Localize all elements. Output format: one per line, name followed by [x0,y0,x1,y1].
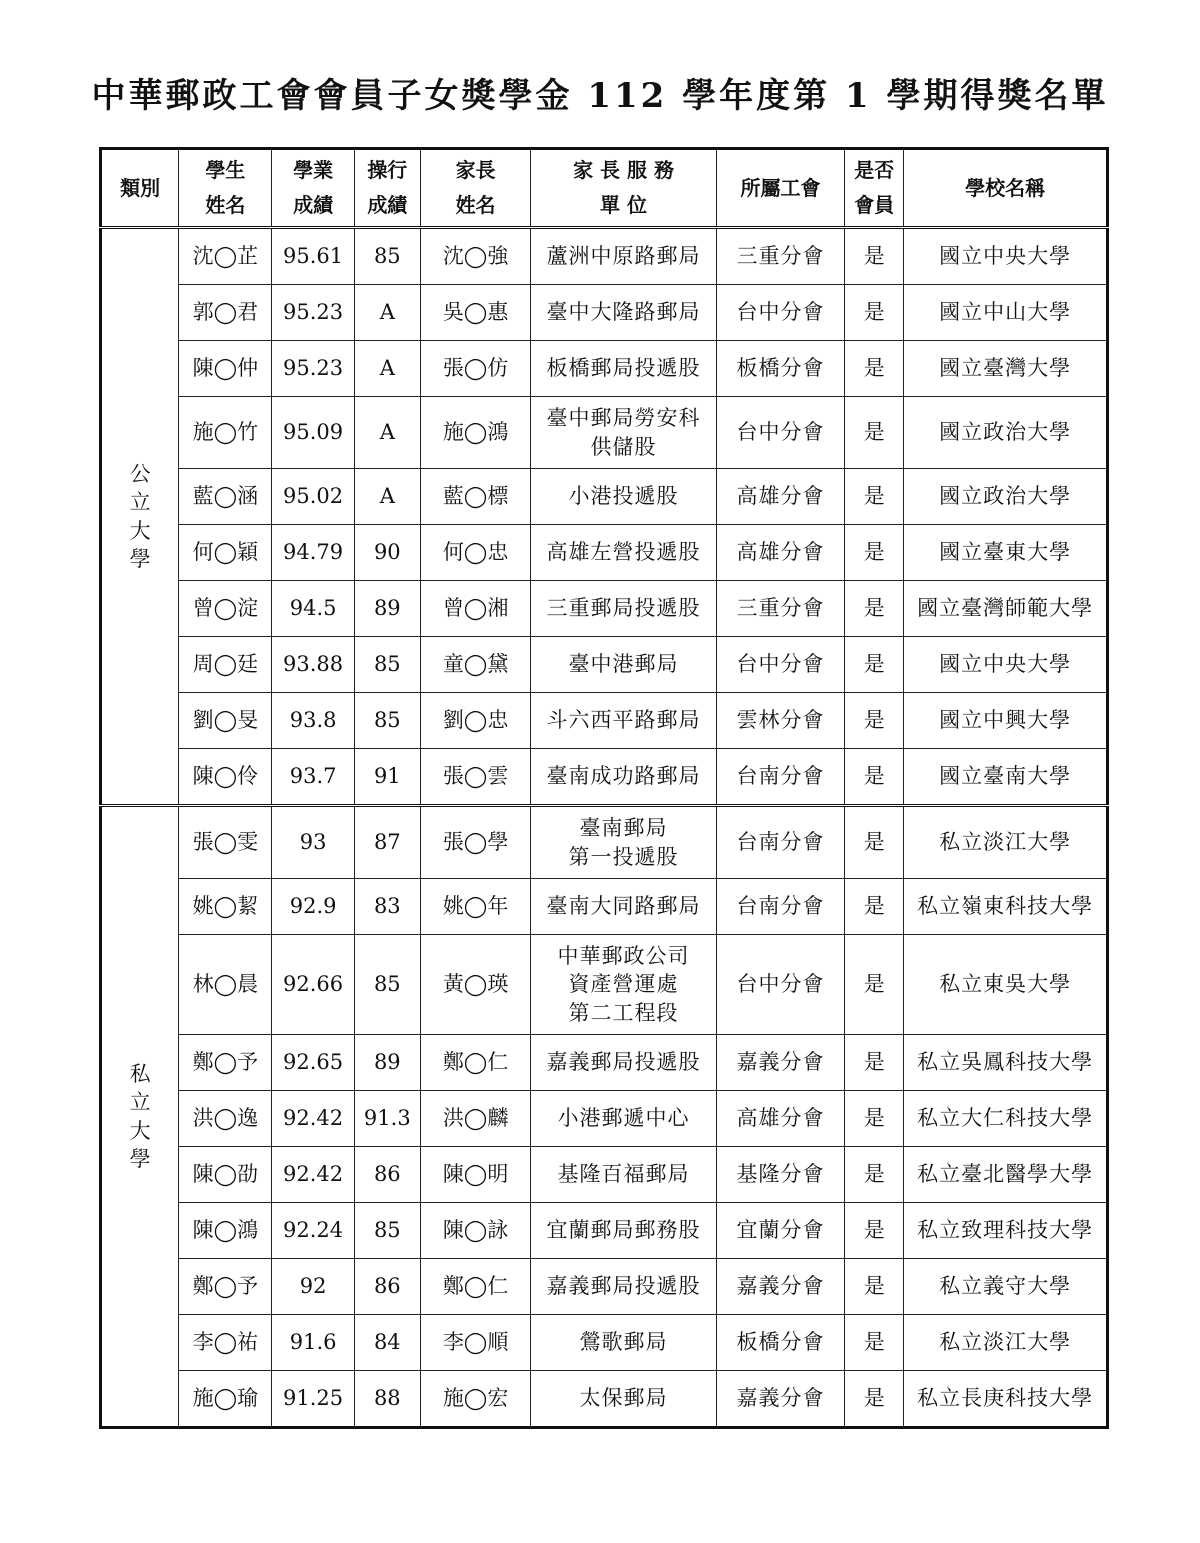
conduct-score: 90 [354,525,420,581]
academic-score: 94.5 [272,581,354,637]
is-member: 是 [845,228,904,285]
school-name: 私立淡江大學 [904,1315,1108,1371]
header-is-member [845,149,904,228]
parent-name: 鄭◯仁 [420,1035,530,1091]
union-branch: 台南分會 [716,749,844,806]
school-name: 私立致理科技大學 [904,1203,1108,1259]
category-cell [101,806,179,1428]
public-university-group [101,228,1108,806]
parent-name: 施◯鴻 [420,397,530,469]
academic-score: 93.7 [272,749,354,806]
header-conduct-score [354,149,420,228]
work-unit-line: 基隆百福郵局 [557,1162,690,1187]
work-unit-line: 太保郵局 [579,1386,668,1411]
table-row [101,1147,1108,1203]
work-unit-line: 三重郵局投遞股 [546,596,701,621]
school-name: 國立臺灣大學 [904,341,1108,397]
parent-name: 洪◯麟 [420,1091,530,1147]
student-name: 林◯晨 [179,935,272,1035]
conduct-score: 85 [354,935,420,1035]
work-unit-line: 資產營運處 [568,972,679,997]
parent-name: 黃◯瑛 [420,935,530,1035]
academic-score: 93 [272,806,354,879]
is-member: 是 [845,749,904,806]
school-name: 國立中央大學 [904,637,1108,693]
school-name: 國立政治大學 [904,397,1108,469]
header-parent-name [420,149,530,228]
parent-work-unit [531,525,717,581]
table-row [101,228,1108,285]
table-row [101,285,1108,341]
parent-work-unit [531,341,717,397]
header-parent-work-unit-line2: 單 位 [600,193,647,217]
student-name: 何◯穎 [179,525,272,581]
category-char: 大 [129,1118,151,1143]
parent-work-unit [531,469,717,525]
academic-score: 91.25 [272,1371,354,1428]
parent-name: 施◯宏 [420,1371,530,1428]
category-cell [101,228,179,806]
school-name: 國立臺南大學 [904,749,1108,806]
scholarship-table [99,147,1109,1429]
is-member: 是 [845,285,904,341]
union-branch: 嘉義分會 [716,1371,844,1428]
union-branch: 三重分會 [716,581,844,637]
student-name: 劉◯旻 [179,693,272,749]
student-name: 陳◯伶 [179,749,272,806]
conduct-score: 89 [354,1035,420,1091]
header-student-name-line2: 姓名 [205,193,246,217]
union-branch: 宜蘭分會 [716,1203,844,1259]
work-unit-line: 臺南大同路郵局 [546,894,701,919]
union-branch: 台南分會 [716,879,844,935]
school-name: 國立臺東大學 [904,525,1108,581]
is-member: 是 [845,1091,904,1147]
conduct-score: 86 [354,1259,420,1315]
school-name: 私立淡江大學 [904,806,1108,879]
work-unit-line: 嘉義郵局投遞股 [546,1050,701,1075]
student-name: 陳◯仲 [179,341,272,397]
is-member: 是 [845,1203,904,1259]
work-unit-line: 嘉義郵局投遞股 [546,1274,701,1299]
table-row [101,806,1108,879]
parent-work-unit [531,879,717,935]
academic-score: 92.65 [272,1035,354,1091]
school-name: 國立政治大學 [904,469,1108,525]
work-unit-line: 蘆洲中原路郵局 [546,244,701,269]
academic-score: 92.66 [272,935,354,1035]
union-branch: 高雄分會 [716,525,844,581]
student-name: 張◯雯 [179,806,272,879]
header-parent-name-line2: 姓名 [455,193,496,217]
work-unit-line: 臺南成功路郵局 [546,764,701,789]
student-name: 洪◯逸 [179,1091,272,1147]
conduct-score: 83 [354,879,420,935]
category-char: 私 [129,1061,151,1086]
work-unit-line: 第一投遞股 [568,844,679,869]
union-branch: 板橋分會 [716,341,844,397]
school-name: 私立嶺東科技大學 [904,879,1108,935]
parent-name: 張◯雲 [420,749,530,806]
student-name: 陳◯鴻 [179,1203,272,1259]
table-row [101,749,1108,806]
union-branch: 嘉義分會 [716,1035,844,1091]
work-unit-line: 臺中港郵局 [568,652,679,677]
header-school-name-line1: 學校名稱 [965,175,1046,200]
parent-name: 陳◯明 [420,1147,530,1203]
table-row [101,469,1108,525]
school-name: 私立東吳大學 [904,935,1108,1035]
parent-work-unit [531,1371,717,1428]
parent-work-unit [531,1315,717,1371]
academic-score: 93.88 [272,637,354,693]
table-row [101,879,1108,935]
header-category [101,149,179,228]
student-name: 姚◯絜 [179,879,272,935]
conduct-score: 85 [354,228,420,285]
student-name: 鄭◯予 [179,1035,272,1091]
conduct-score: 85 [354,693,420,749]
work-unit-line: 鶯歌郵局 [579,1330,668,1355]
parent-work-unit [531,1091,717,1147]
student-name: 施◯竹 [179,397,272,469]
header-student-name-line1: 學生 [205,158,246,182]
parent-work-unit [531,285,717,341]
academic-score: 92.42 [272,1091,354,1147]
parent-name: 沈◯強 [420,228,530,285]
parent-name: 劉◯忠 [420,693,530,749]
header-parent-name-line1: 家長 [455,158,496,182]
category-char: 大 [129,518,151,543]
union-branch: 三重分會 [716,228,844,285]
parent-work-unit [531,397,717,469]
conduct-score: 86 [354,1147,420,1203]
header-academic-score-line1: 學業 [293,158,334,182]
parent-name: 陳◯詠 [420,1203,530,1259]
is-member: 是 [845,469,904,525]
academic-score: 94.79 [272,525,354,581]
category-char: 公 [129,461,151,486]
table-row [101,525,1108,581]
academic-score: 95.02 [272,469,354,525]
student-name: 曾◯淀 [179,581,272,637]
parent-work-unit [531,1147,717,1203]
is-member: 是 [845,693,904,749]
category-char: 立 [129,490,151,515]
table-row [101,637,1108,693]
union-branch: 嘉義分會 [716,1259,844,1315]
union-branch: 台中分會 [716,637,844,693]
school-name: 私立大仁科技大學 [904,1091,1108,1147]
is-member: 是 [845,806,904,879]
conduct-score: A [354,469,420,525]
student-name: 鄭◯予 [179,1259,272,1315]
school-name: 私立長庚科技大學 [904,1371,1108,1428]
academic-score: 92.42 [272,1147,354,1203]
parent-work-unit [531,935,717,1035]
table-row [101,1035,1108,1091]
table-row [101,1091,1108,1147]
table-row [101,397,1108,469]
header-is-member-line1: 是否 [854,158,895,182]
union-branch: 台南分會 [716,806,844,879]
parent-name: 何◯忠 [420,525,530,581]
is-member: 是 [845,341,904,397]
is-member: 是 [845,1035,904,1091]
parent-work-unit [531,228,717,285]
conduct-score: A [354,285,420,341]
header-conduct-score-line2: 成績 [367,193,408,217]
parent-name: 姚◯年 [420,879,530,935]
is-member: 是 [845,1259,904,1315]
union-branch: 台中分會 [716,935,844,1035]
union-branch: 板橋分會 [716,1315,844,1371]
conduct-score: 88 [354,1371,420,1428]
academic-score: 95.23 [272,285,354,341]
academic-score: 95.23 [272,341,354,397]
parent-name: 吳◯惠 [420,285,530,341]
academic-score: 92 [272,1259,354,1315]
parent-name: 李◯順 [420,1315,530,1371]
academic-score: 95.09 [272,397,354,469]
is-member: 是 [845,1147,904,1203]
parent-name: 張◯仿 [420,341,530,397]
parent-work-unit [531,749,717,806]
parent-name: 曾◯湘 [420,581,530,637]
conduct-score: 91 [354,749,420,806]
school-name: 國立中興大學 [904,693,1108,749]
school-name: 私立臺北醫學大學 [904,1147,1108,1203]
school-name: 私立吳鳳科技大學 [904,1035,1108,1091]
parent-work-unit [531,693,717,749]
parent-name: 張◯學 [420,806,530,879]
conduct-score: 87 [354,806,420,879]
conduct-score: A [354,397,420,469]
header-student-name [179,149,272,228]
conduct-score: 89 [354,581,420,637]
work-unit-line: 小港投遞股 [568,484,679,509]
is-member: 是 [845,397,904,469]
header-academic-score [272,149,354,228]
work-unit-line: 斗六西平路郵局 [546,708,701,733]
work-unit-line: 宜蘭郵局郵務股 [546,1218,701,1243]
work-unit-line: 臺中郵局勞安科 [546,406,701,431]
header-is-member-line2: 會員 [854,193,895,217]
header-union-branch-line1: 所屬工會 [740,175,821,200]
academic-score: 91.6 [272,1315,354,1371]
student-name: 施◯瑜 [179,1371,272,1428]
private-university-group [101,806,1108,1428]
student-name: 沈◯芷 [179,228,272,285]
table-header [101,149,1108,228]
header-union-branch [716,149,844,228]
union-branch: 雲林分會 [716,693,844,749]
parent-work-unit [531,581,717,637]
category-char: 立 [129,1090,151,1115]
academic-score: 92.9 [272,879,354,935]
student-name: 陳◯劭 [179,1147,272,1203]
conduct-score: 91.3 [354,1091,420,1147]
is-member: 是 [845,637,904,693]
parent-work-unit [531,637,717,693]
academic-score: 95.61 [272,228,354,285]
work-unit-line: 臺中大隆路郵局 [546,300,701,325]
header-category-line1: 類別 [120,175,161,200]
school-name: 私立義守大學 [904,1259,1108,1315]
student-name: 藍◯涵 [179,469,272,525]
is-member: 是 [845,935,904,1035]
category-char: 學 [129,546,151,571]
category-char: 學 [129,1146,151,1171]
table-row [101,1371,1108,1428]
work-unit-line: 中華郵政公司 [557,943,690,968]
union-branch: 高雄分會 [716,469,844,525]
header-conduct-score-line1: 操行 [367,158,408,182]
parent-name: 童◯黛 [420,637,530,693]
header-academic-score-line2: 成績 [293,193,334,217]
header-school-name [904,149,1108,228]
table-row [101,1315,1108,1371]
parent-work-unit [531,1035,717,1091]
union-branch: 基隆分會 [716,1147,844,1203]
work-unit-line: 高雄左營投遞股 [546,540,701,565]
parent-work-unit [531,1259,717,1315]
table-row [101,341,1108,397]
table-row [101,1203,1108,1259]
student-name: 周◯廷 [179,637,272,693]
school-name: 國立中山大學 [904,285,1108,341]
union-branch: 台中分會 [716,397,844,469]
school-name: 國立臺灣師範大學 [904,581,1108,637]
is-member: 是 [845,581,904,637]
work-unit-line: 供儲股 [590,434,657,459]
table-row [101,1259,1108,1315]
parent-work-unit [531,1203,717,1259]
school-name: 國立中央大學 [904,228,1108,285]
parent-name: 藍◯標 [420,469,530,525]
table-row [101,935,1108,1035]
table-row [101,581,1108,637]
is-member: 是 [845,1371,904,1428]
work-unit-line: 臺南郵局 [579,816,668,841]
parent-work-unit [531,806,717,879]
academic-score: 92.24 [272,1203,354,1259]
work-unit-line: 小港郵遞中心 [557,1106,690,1131]
work-unit-line: 第二工程段 [568,1000,679,1025]
is-member: 是 [845,879,904,935]
page-title: 中華郵政工會會員子女獎學金 112 學年度第 1 學期得獎名單 [91,76,1109,116]
student-name: 郭◯君 [179,285,272,341]
is-member: 是 [845,1315,904,1371]
work-unit-line: 板橋郵局投遞股 [546,356,701,381]
conduct-score: A [354,341,420,397]
union-branch: 高雄分會 [716,1091,844,1147]
header-parent-work-unit-line1: 家 長 服 務 [573,158,674,182]
conduct-score: 85 [354,1203,420,1259]
conduct-score: 85 [354,637,420,693]
union-branch: 台中分會 [716,285,844,341]
is-member: 是 [845,525,904,581]
student-name: 李◯祐 [179,1315,272,1371]
table-row [101,693,1108,749]
parent-name: 鄭◯仁 [420,1259,530,1315]
academic-score: 93.8 [272,693,354,749]
header-parent-work-unit [531,149,717,228]
conduct-score: 84 [354,1315,420,1371]
